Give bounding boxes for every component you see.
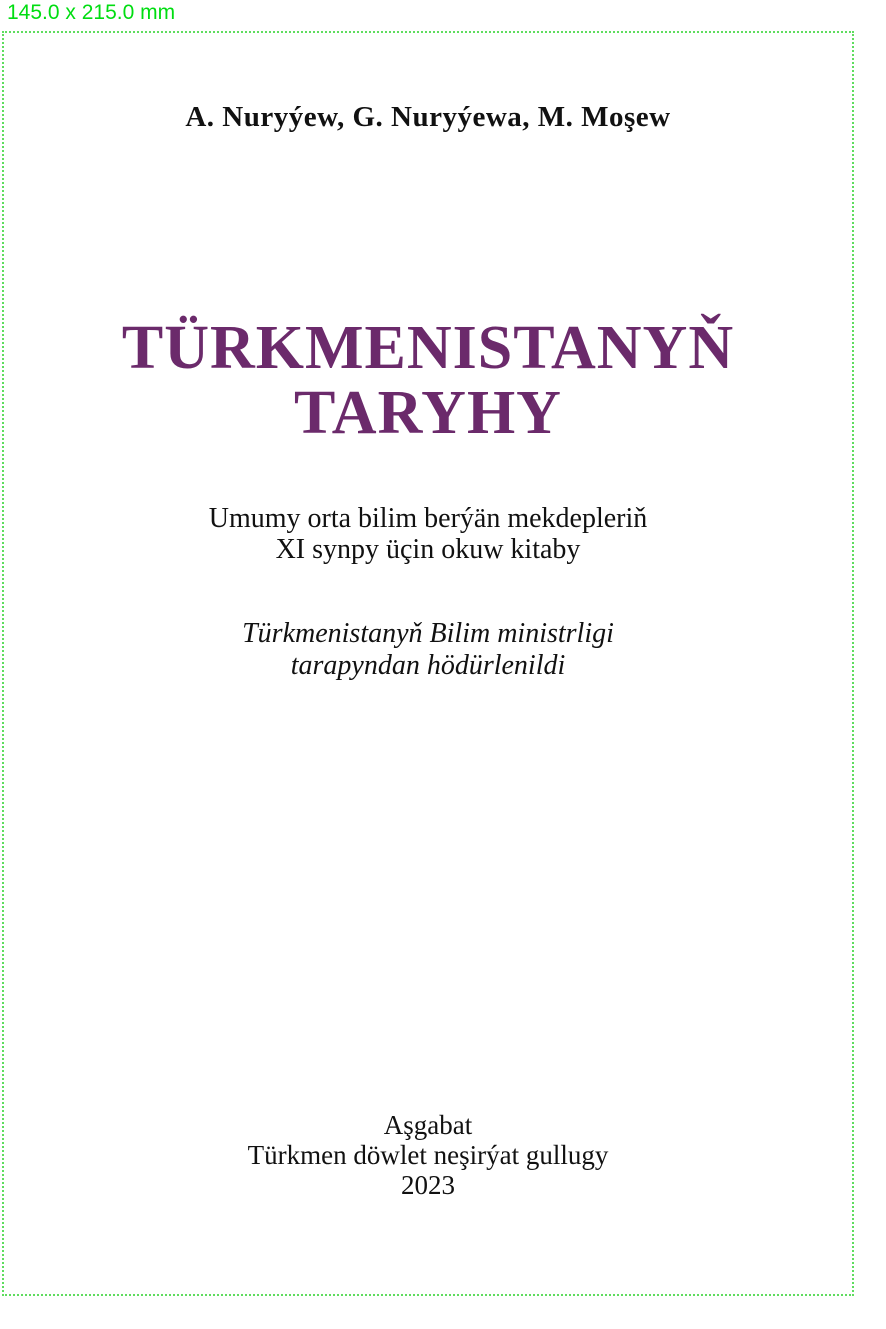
book-title-line-1: TÜRKMENISTANYŇ	[121, 314, 735, 382]
authors-line: A. Nuryýew, G. Nuryýewa, M. Moşew	[185, 101, 671, 133]
subtitle-line-1: Umumy orta bilim berýän mekdepleriň	[208, 503, 648, 534]
approval-line-2: tarapyndan hödürlenildi	[290, 650, 566, 681]
book-title-line-2: TARYHY	[294, 379, 562, 447]
imprint-year: 2023	[401, 1170, 455, 1200]
subtitle	[4, 503, 852, 565]
imprint-publisher: Türkmen döwlet neşirýat gullugy	[247, 1140, 609, 1170]
imprint	[4, 1110, 852, 1200]
subtitle-line-2: XI synpy üçin okuw kitaby	[275, 534, 581, 565]
page-size-label: 145.0 x 215.0 mm	[7, 1, 176, 24]
approval-line-1: Türkmenistanyň Bilim ministrligi	[242, 618, 614, 649]
book-title	[4, 316, 852, 446]
imprint-city: Aşgabat	[383, 1110, 473, 1140]
page-boundary	[2, 31, 854, 1296]
approval-note	[4, 618, 852, 682]
